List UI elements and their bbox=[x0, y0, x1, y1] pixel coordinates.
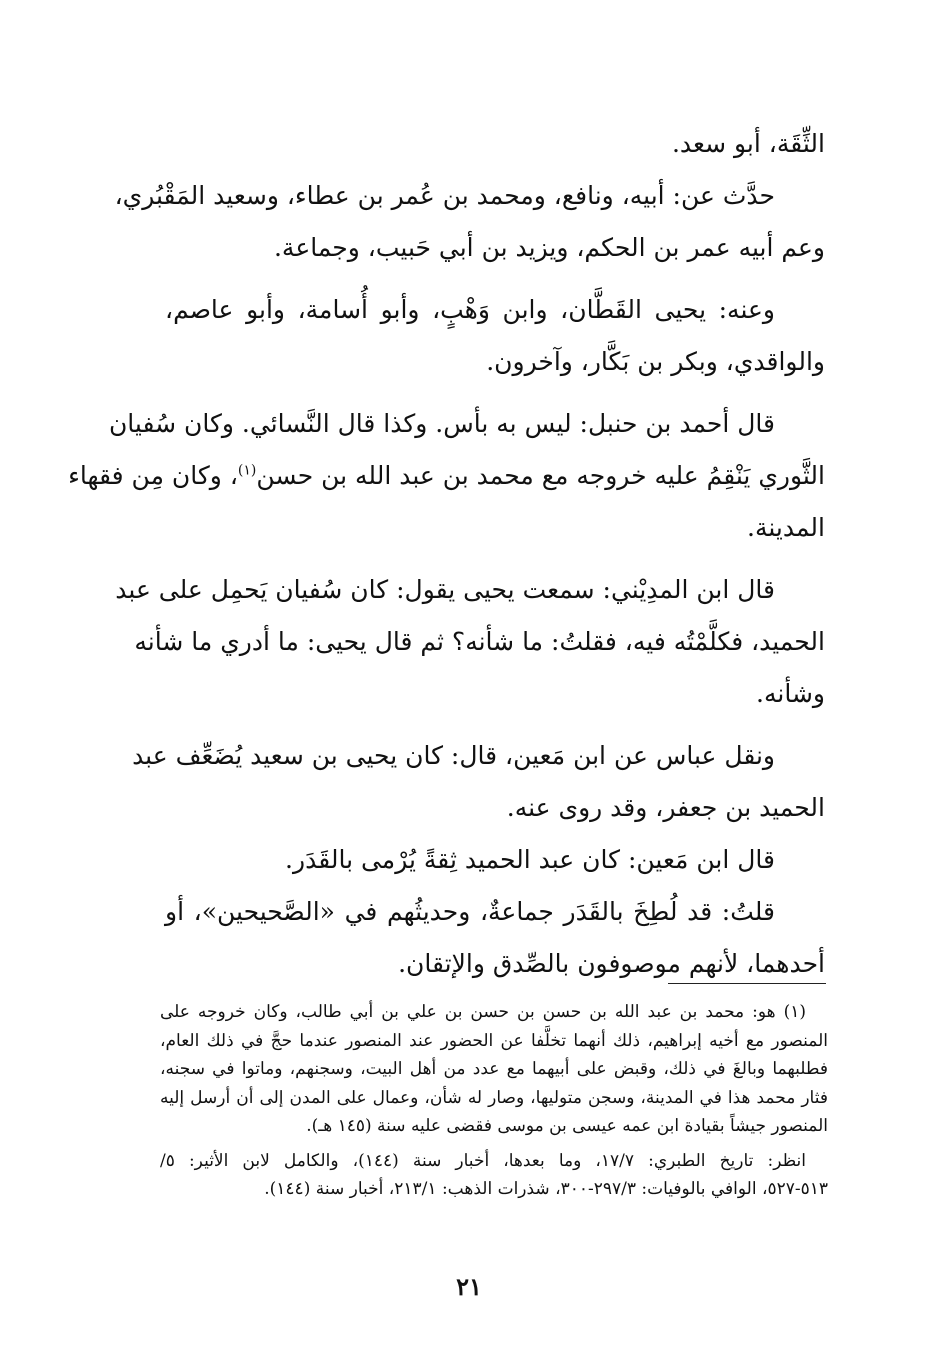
text-line: قال ابن المدِيْني: سمعت يحيى يقول: كان سُفيان يَحمِل على عبد bbox=[115, 575, 775, 604]
text-line: المدينة. bbox=[747, 513, 825, 542]
footnote-marker: (١) bbox=[237, 462, 257, 479]
footnote-line: فثار محمد هذا في المدينة، وسجن متوليها، وصار له شأن، وعمال على المدن إلى أن أرسل إليه bbox=[160, 1087, 828, 1108]
text-line: قال ابن مَعين: كان عبد الحميد ثِقةً يُرْمى بالقَدَر. bbox=[285, 845, 775, 874]
text-line: والواقدي، وبكر بن بَكَّار، وآخرون. bbox=[486, 347, 825, 376]
footnotes bbox=[160, 998, 828, 1204]
text-line: الحميد، فكلَّمْتُه فيه، فقلتُ: ما شأنه؟ ثم قال يحيى: ما أدري ما شأنه bbox=[134, 627, 825, 656]
text-line: قلتُ: قد لُطِخَ بالقَدَر جماعةٌ، وحديثُهم في «الصَّحيحين»، أو bbox=[165, 897, 775, 926]
text-line: حدَّث عن: أبيه، ونافع، ومحمد بن عُمر بن عطاء، وسعيد المَقْبُري، bbox=[114, 181, 775, 210]
text-segment: الثَّوري يَنْقِمُ عليه خروجه مع محمد بن عبد الله بن حسن bbox=[256, 461, 825, 490]
text-line: وشأنه. bbox=[756, 679, 825, 708]
footnote-separator bbox=[668, 983, 826, 984]
text-line: وعم أبيه عمر بن الحكم، ويزيد بن أبي حَبيب، وجماعة. bbox=[273, 233, 825, 262]
footnote-line: فطلبهما وبالغَ في ذلك، وقبض على أبيهما مع عدد من أهل البيت، وسجنهم، وماتوا في سجنه، bbox=[160, 1059, 828, 1079]
text-line: قال أحمد بن حنبل: ليس به بأس. وكذا قال النَّسائي. وكان سُفيان bbox=[108, 409, 775, 438]
footnote-line: المنصور مع أخيه إبراهيم، ذلك أنهما تخلَّفا عن الحضور عند المنصور عندما حجَّ في ذلك العام، bbox=[160, 1030, 828, 1051]
text-line: الثِّقَة، أبو سعد. bbox=[671, 129, 825, 158]
text-line bbox=[68, 450, 825, 502]
text-line: الحميد بن جعفر، وقد روى عنه. bbox=[506, 793, 825, 822]
footnote-line: انظر: تاريخ الطبري: ١٧/٧، وما بعدها، أخبار سنة (١٤٤)، والكامل لابن الأثير: ٥/ bbox=[160, 1150, 806, 1171]
text-line: وعنه: يحيى القَطَّان، وابن وَهْبٍ، وأبو أُسامة، وأبو عاصم، bbox=[165, 295, 775, 324]
page-number: ٢١ bbox=[456, 1272, 482, 1301]
main-text bbox=[68, 118, 825, 990]
text-line: ونقل عباس عن ابن مَعين، قال: كان يحيى بن سعيد يُضَعِّف عبد bbox=[132, 741, 775, 770]
text-line: أحدهما، لأنهم موصوفون بالصِّدق والإتقان. bbox=[398, 949, 825, 978]
footnote-line: ٥١٣-٥٢٧، الوافي بالوفيات: ٢٩٧/٣-٣٠٠، شذرات الذهب: ٢١٣/١، أخبار سنة (١٤٤). bbox=[264, 1179, 828, 1199]
text-segment: ، وكان مِن فقهاء bbox=[68, 461, 238, 490]
footnote-line: المنصور جيشاً بقيادة ابن عمه عيسى بن موسى فقضى عليه سنة (١٤٥ هـ). bbox=[306, 1116, 828, 1136]
footnote-line: (١) هو: محمد بن عبد الله بن حسن بن حسن بن علي بن أبي طالب، وكان خروجه على bbox=[160, 1002, 806, 1022]
